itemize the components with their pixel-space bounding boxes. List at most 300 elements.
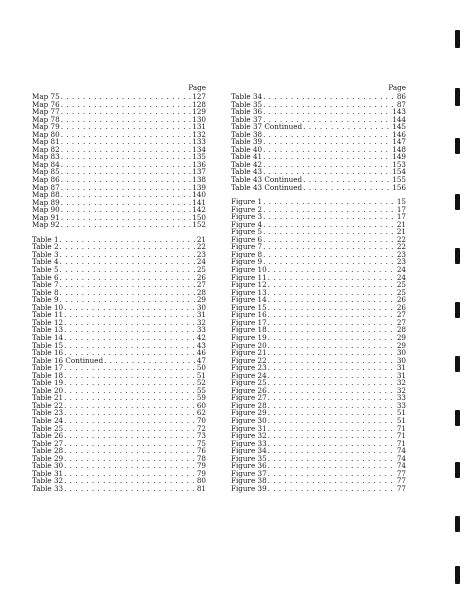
entry-label: Figure 29 xyxy=(231,408,267,418)
entry-label: Figure 10 xyxy=(231,265,267,275)
dot-leader xyxy=(60,251,196,259)
dot-leader xyxy=(64,425,196,433)
dot-leader xyxy=(268,342,396,350)
dot-leader xyxy=(263,213,396,221)
dot-leader xyxy=(64,342,196,350)
entry-page-number: 133 xyxy=(192,137,206,147)
entry-page-number: 153 xyxy=(392,159,406,169)
entry-page-number: 136 xyxy=(192,159,206,169)
entry-label: Figure 5 xyxy=(231,227,263,237)
entry-label: Map 82 xyxy=(32,144,60,154)
dot-leader xyxy=(268,372,396,380)
entry-label: Figure 12 xyxy=(231,280,267,290)
entry-label: Table 6 xyxy=(32,272,59,282)
dot-leader xyxy=(263,146,391,154)
entry-label: Figure 31 xyxy=(231,423,267,433)
entry-label: Table 36 xyxy=(231,107,263,117)
dot-leader xyxy=(61,146,192,154)
entry-page-number: 146 xyxy=(392,129,406,139)
entry-page-number: 21 xyxy=(196,234,206,244)
entry-label: Table 14 xyxy=(32,332,64,342)
entry-label: Figure 7 xyxy=(231,242,263,252)
edge-mark xyxy=(455,138,460,154)
entry-label: Map 80 xyxy=(32,129,60,139)
dot-leader xyxy=(64,311,196,319)
dot-leader xyxy=(60,281,196,289)
dot-leader xyxy=(263,206,396,214)
dot-leader xyxy=(263,108,391,116)
dot-leader xyxy=(64,432,196,440)
entry-page-number: 51 xyxy=(396,408,406,418)
entry-page-number: 27 xyxy=(196,280,206,290)
entry-label: Figure 11 xyxy=(231,272,267,282)
dot-leader xyxy=(268,326,396,334)
dot-leader xyxy=(263,153,391,161)
entry-page-number: 24 xyxy=(396,265,406,275)
entry-page-number: 31 xyxy=(196,310,206,320)
entry-label: Table 1 xyxy=(32,234,59,244)
dot-leader xyxy=(104,357,196,365)
dot-leader xyxy=(268,304,396,312)
entry-label: Map 92 xyxy=(32,220,60,230)
entry-label: Figure 27 xyxy=(231,393,267,403)
entry-page-number: 74 xyxy=(396,453,406,463)
entry-page-number: 59 xyxy=(196,393,206,403)
entry-page-number: 142 xyxy=(192,205,206,215)
dot-leader xyxy=(60,274,196,282)
entry-label: Table 30 xyxy=(32,461,64,471)
entry-label: Table 37 xyxy=(231,114,263,124)
edge-mark xyxy=(455,194,460,210)
dot-leader xyxy=(61,101,192,109)
dot-leader xyxy=(263,258,396,266)
entry-page-number: 15 xyxy=(396,197,406,207)
entry-page-number: 72 xyxy=(196,423,206,433)
dot-leader xyxy=(268,470,396,478)
dot-leader xyxy=(60,289,196,297)
entry-page-number: 21 xyxy=(396,219,406,229)
entry-page-number: 27 xyxy=(396,310,406,320)
dot-leader xyxy=(64,409,196,417)
entry-page-number: 23 xyxy=(396,249,406,259)
dot-leader xyxy=(64,364,196,372)
edge-mark xyxy=(455,410,460,426)
dot-leader xyxy=(64,485,196,493)
entry-label: Table 25 xyxy=(32,423,64,433)
dot-leader xyxy=(303,184,391,192)
entry-label: Table 3 xyxy=(32,249,59,259)
entry-page-number: 28 xyxy=(196,287,206,297)
dot-leader xyxy=(268,462,396,470)
entry-page-number: 81 xyxy=(196,483,206,493)
entry-label: Figure 8 xyxy=(231,249,263,259)
entry-label: Table 10 xyxy=(32,302,64,312)
entry-label: Figure 25 xyxy=(231,378,267,388)
entry-label: Figure 22 xyxy=(231,355,267,365)
entry-label: Table 20 xyxy=(32,385,64,395)
entry-label: Table 16 Continued xyxy=(32,355,104,365)
entry-page-number: 42 xyxy=(196,332,206,342)
entry-label: Figure 6 xyxy=(231,234,263,244)
entry-page-number: 24 xyxy=(196,257,206,267)
entry-page-number: 145 xyxy=(392,122,406,132)
entry-label: Table 26 xyxy=(32,431,64,441)
dot-leader xyxy=(268,387,396,395)
entry-page-number: 71 xyxy=(396,423,406,433)
entry-label: Table 4 xyxy=(32,257,59,267)
entry-page-number: 33 xyxy=(396,400,406,410)
index-column-left xyxy=(32,84,206,492)
dot-leader xyxy=(61,108,192,116)
entry-label: Map 75 xyxy=(32,92,60,101)
dot-leader xyxy=(268,311,396,319)
entry-page-number: 24 xyxy=(396,272,406,282)
dot-leader xyxy=(61,138,192,146)
dot-leader xyxy=(263,228,396,236)
entry-label: Table 24 xyxy=(32,415,64,425)
entry-label: Table 43 Continued xyxy=(231,175,303,185)
dot-leader xyxy=(64,417,196,425)
entry-list xyxy=(32,93,206,492)
entry-label: Map 84 xyxy=(32,159,60,169)
entry-page-number: 155 xyxy=(392,175,406,185)
entry-label: Map 88 xyxy=(32,190,60,200)
dot-leader xyxy=(64,379,196,387)
entry-label: Table 13 xyxy=(32,325,64,335)
entry-page-number: 17 xyxy=(396,212,406,222)
entry-label: Figure 26 xyxy=(231,385,267,395)
entry-label: Figure 18 xyxy=(231,325,267,335)
entry-page-number: 154 xyxy=(392,167,406,177)
index-column-right xyxy=(231,84,406,492)
entry-page-number: 26 xyxy=(196,272,206,282)
entry-page-number: 74 xyxy=(396,446,406,456)
entry-label: Table 33 xyxy=(32,483,64,493)
dot-leader xyxy=(268,334,396,342)
dot-leader xyxy=(268,379,396,387)
entry-label: Figure 17 xyxy=(231,317,267,327)
entry-label: Map 86 xyxy=(32,175,60,185)
entry-page-number: 23 xyxy=(196,249,206,259)
entry-label: Figure 35 xyxy=(231,453,267,463)
dot-leader xyxy=(268,432,396,440)
entry-label: Map 85 xyxy=(32,167,60,177)
dot-leader xyxy=(263,198,396,206)
entry-page-number: 87 xyxy=(396,99,406,109)
dot-leader xyxy=(64,447,196,455)
entry-page-number: 74 xyxy=(396,461,406,471)
dot-leader xyxy=(60,243,196,251)
dot-leader xyxy=(268,394,396,402)
entry-page-number: 22 xyxy=(196,242,206,252)
entry-page-number: 143 xyxy=(392,107,406,117)
dot-leader xyxy=(303,176,391,184)
dot-leader xyxy=(61,131,192,139)
entry-page-number: 141 xyxy=(192,197,206,207)
entry-label: Figure 9 xyxy=(231,257,263,267)
entry-page-number: 147 xyxy=(392,137,406,147)
entry-label: Table 34 xyxy=(231,92,263,101)
entry-page-number: 50 xyxy=(196,363,206,373)
entry-label: Table 15 xyxy=(32,340,64,350)
edge-mark xyxy=(455,566,460,584)
entry-page-number: 148 xyxy=(392,144,406,154)
entry-label: Table 2 xyxy=(32,242,59,252)
dot-leader xyxy=(263,221,396,229)
entry-page-number: 17 xyxy=(396,204,406,214)
dot-leader xyxy=(263,101,396,109)
dot-leader xyxy=(64,304,196,312)
entry-page-number: 129 xyxy=(192,107,206,117)
entry-page-number: 139 xyxy=(192,182,206,192)
entry-label: Table 43 Continued xyxy=(231,182,303,192)
dot-leader xyxy=(61,191,192,199)
entry-page-number: 22 xyxy=(396,234,406,244)
entry-page-number: 73 xyxy=(196,431,206,441)
dot-leader xyxy=(61,93,192,101)
dot-leader xyxy=(64,319,196,327)
entry-page-number: 29 xyxy=(396,332,406,342)
dot-leader xyxy=(61,214,192,222)
entry-label: Figure 33 xyxy=(231,438,267,448)
entry-page-number: 138 xyxy=(192,175,206,185)
entry-page-number: 137 xyxy=(192,167,206,177)
dot-leader xyxy=(268,274,396,282)
index-entry xyxy=(32,221,206,229)
edge-mark xyxy=(455,30,460,48)
dot-leader xyxy=(61,199,192,207)
page-edge-marks xyxy=(449,0,464,600)
entry-page-number: 132 xyxy=(192,129,206,139)
entry-page-number: 30 xyxy=(396,355,406,365)
entry-label: Map 81 xyxy=(32,137,60,147)
dot-leader xyxy=(263,236,396,244)
entry-page-number: 144 xyxy=(392,114,406,124)
entry-label: Table 7 xyxy=(32,280,59,290)
index-entry xyxy=(32,485,206,493)
entry-label: Map 83 xyxy=(32,152,60,162)
entry-page-number: 26 xyxy=(396,295,406,305)
entry-page-number: 78 xyxy=(196,453,206,463)
dot-leader xyxy=(64,334,196,342)
entry-label: Figure 32 xyxy=(231,431,267,441)
entry-page-number: 27 xyxy=(396,317,406,327)
entry-page-number: 75 xyxy=(196,438,206,448)
dot-leader xyxy=(268,409,396,417)
entry-label: Table 22 xyxy=(32,400,64,410)
entry-page-number: 156 xyxy=(392,182,406,192)
page-column-header: Page xyxy=(388,83,406,92)
edge-mark xyxy=(455,356,460,372)
dot-leader xyxy=(61,153,192,161)
entry-page-number: 23 xyxy=(396,257,406,267)
entry-page-number: 80 xyxy=(196,476,206,486)
entry-page-number: 51 xyxy=(196,370,206,380)
entry-page-number: 150 xyxy=(192,212,206,222)
dot-leader xyxy=(268,440,396,448)
dot-leader xyxy=(60,236,196,244)
page-column-header: Page xyxy=(188,83,206,92)
entry-page-number: 128 xyxy=(192,99,206,109)
edge-mark xyxy=(455,302,460,318)
dot-leader xyxy=(268,296,396,304)
index-entry xyxy=(231,184,406,192)
entry-label: Figure 37 xyxy=(231,468,267,478)
entry-label: Table 11 xyxy=(32,310,64,320)
entry-page-number: 55 xyxy=(196,385,206,395)
entry-page-number: 25 xyxy=(396,287,406,297)
entry-page-number: 71 xyxy=(396,438,406,448)
dot-leader xyxy=(61,168,192,176)
entry-label: Table 39 xyxy=(231,137,263,147)
entry-label: Map 91 xyxy=(32,212,60,222)
dot-leader xyxy=(60,296,196,304)
entry-page-number: 31 xyxy=(396,370,406,380)
entry-page-number: 46 xyxy=(196,348,206,358)
dot-leader xyxy=(64,326,196,334)
dot-leader xyxy=(268,349,396,357)
dot-leader xyxy=(61,176,192,184)
entry-page-number: 32 xyxy=(196,317,206,327)
dot-leader xyxy=(64,402,196,410)
dot-leader xyxy=(268,289,396,297)
dot-leader xyxy=(263,161,391,169)
dot-leader xyxy=(268,319,396,327)
entry-label: Map 79 xyxy=(32,122,60,132)
dot-leader xyxy=(268,425,396,433)
dot-leader xyxy=(64,387,196,395)
entry-page-number: 70 xyxy=(196,415,206,425)
dot-leader xyxy=(64,372,196,380)
entry-page-number: 77 xyxy=(396,468,406,478)
entry-label: Figure 16 xyxy=(231,310,267,320)
entry-label: Figure 2 xyxy=(231,204,263,214)
entry-page-number: 77 xyxy=(396,483,406,493)
dot-leader xyxy=(268,266,396,274)
entry-label: Figure 34 xyxy=(231,446,267,456)
entry-label: Figure 1 xyxy=(231,197,263,207)
entry-label: Table 31 xyxy=(32,468,64,478)
dot-leader xyxy=(268,402,396,410)
dot-leader xyxy=(268,281,396,289)
dot-leader xyxy=(61,221,192,229)
entry-label: Figure 4 xyxy=(231,219,263,229)
entry-page-number: 25 xyxy=(196,265,206,275)
entry-page-number: 21 xyxy=(396,227,406,237)
dot-leader xyxy=(64,455,196,463)
entry-page-number: 32 xyxy=(396,378,406,388)
dot-leader xyxy=(268,364,396,372)
dot-leader xyxy=(64,440,196,448)
entry-page-number: 152 xyxy=(192,220,206,230)
entry-label: Table 18 xyxy=(32,370,64,380)
entry-page-number: 33 xyxy=(196,325,206,335)
entry-label: Figure 23 xyxy=(231,363,267,373)
entry-page-number: 79 xyxy=(196,461,206,471)
entry-label: Map 87 xyxy=(32,182,60,192)
entry-label: Map 76 xyxy=(32,99,60,109)
entry-label: Map 90 xyxy=(32,205,60,215)
entry-label: Table 41 xyxy=(231,152,263,162)
entry-list xyxy=(231,93,406,492)
dot-leader xyxy=(64,477,196,485)
entry-label: Map 78 xyxy=(32,114,60,124)
edge-mark xyxy=(455,516,460,532)
entry-page-number: 28 xyxy=(396,325,406,335)
entry-label: Table 8 xyxy=(32,287,59,297)
entry-page-number: 26 xyxy=(396,302,406,312)
entry-label: Table 29 xyxy=(32,453,64,463)
entry-page-number: 25 xyxy=(396,280,406,290)
entry-label: Table 42 xyxy=(231,159,263,169)
entry-label: Figure 14 xyxy=(231,295,267,305)
entry-label: Figure 20 xyxy=(231,340,267,350)
entry-label: Table 9 xyxy=(32,295,59,305)
entry-label: Table 16 xyxy=(32,348,64,358)
entry-page-number: 29 xyxy=(396,340,406,350)
entry-label: Table 21 xyxy=(32,393,64,403)
entry-page-number: 51 xyxy=(396,415,406,425)
dot-leader xyxy=(64,470,196,478)
entry-page-number: 29 xyxy=(196,295,206,305)
entry-label: Table 19 xyxy=(32,378,64,388)
dot-leader xyxy=(61,123,192,131)
entry-page-number: 33 xyxy=(396,393,406,403)
entry-page-number: 30 xyxy=(196,302,206,312)
edge-mark xyxy=(455,462,460,478)
entry-page-number: 71 xyxy=(396,431,406,441)
index-entry xyxy=(231,485,406,493)
entry-page-number: 47 xyxy=(196,355,206,365)
entry-page-number: 127 xyxy=(192,92,206,101)
dot-leader xyxy=(263,138,391,146)
edge-mark xyxy=(455,88,460,106)
entry-label: Table 32 xyxy=(32,476,64,486)
entry-label: Table 23 xyxy=(32,408,64,418)
entry-page-number: 134 xyxy=(192,144,206,154)
dot-leader xyxy=(268,447,396,455)
dot-leader xyxy=(61,161,192,169)
entry-page-number: 52 xyxy=(196,378,206,388)
entry-label: Figure 3 xyxy=(231,212,263,222)
entry-page-number: 140 xyxy=(192,190,206,200)
dot-leader xyxy=(268,417,396,425)
entry-page-number: 135 xyxy=(192,152,206,162)
entry-label: Table 5 xyxy=(32,265,59,275)
entry-label: Table 28 xyxy=(32,446,64,456)
entry-page-number: 131 xyxy=(192,122,206,132)
entry-page-number: 32 xyxy=(396,385,406,395)
entry-page-number: 31 xyxy=(396,363,406,373)
dot-leader xyxy=(268,357,396,365)
entry-page-number: 22 xyxy=(396,242,406,252)
entry-page-number: 76 xyxy=(196,446,206,456)
dot-leader xyxy=(64,394,196,402)
dot-leader xyxy=(263,131,391,139)
dot-leader xyxy=(64,462,196,470)
entry-label: Table 38 xyxy=(231,129,263,139)
entry-label: Figure 15 xyxy=(231,302,267,312)
dot-leader xyxy=(268,485,396,493)
dot-leader xyxy=(61,184,192,192)
entry-label: Figure 30 xyxy=(231,415,267,425)
entry-label: Table 37 Continued xyxy=(231,122,303,132)
entry-label: Figure 13 xyxy=(231,287,267,297)
edge-mark xyxy=(455,248,460,264)
entry-label: Figure 36 xyxy=(231,461,267,471)
dot-leader xyxy=(263,243,396,251)
dot-leader xyxy=(303,123,391,131)
